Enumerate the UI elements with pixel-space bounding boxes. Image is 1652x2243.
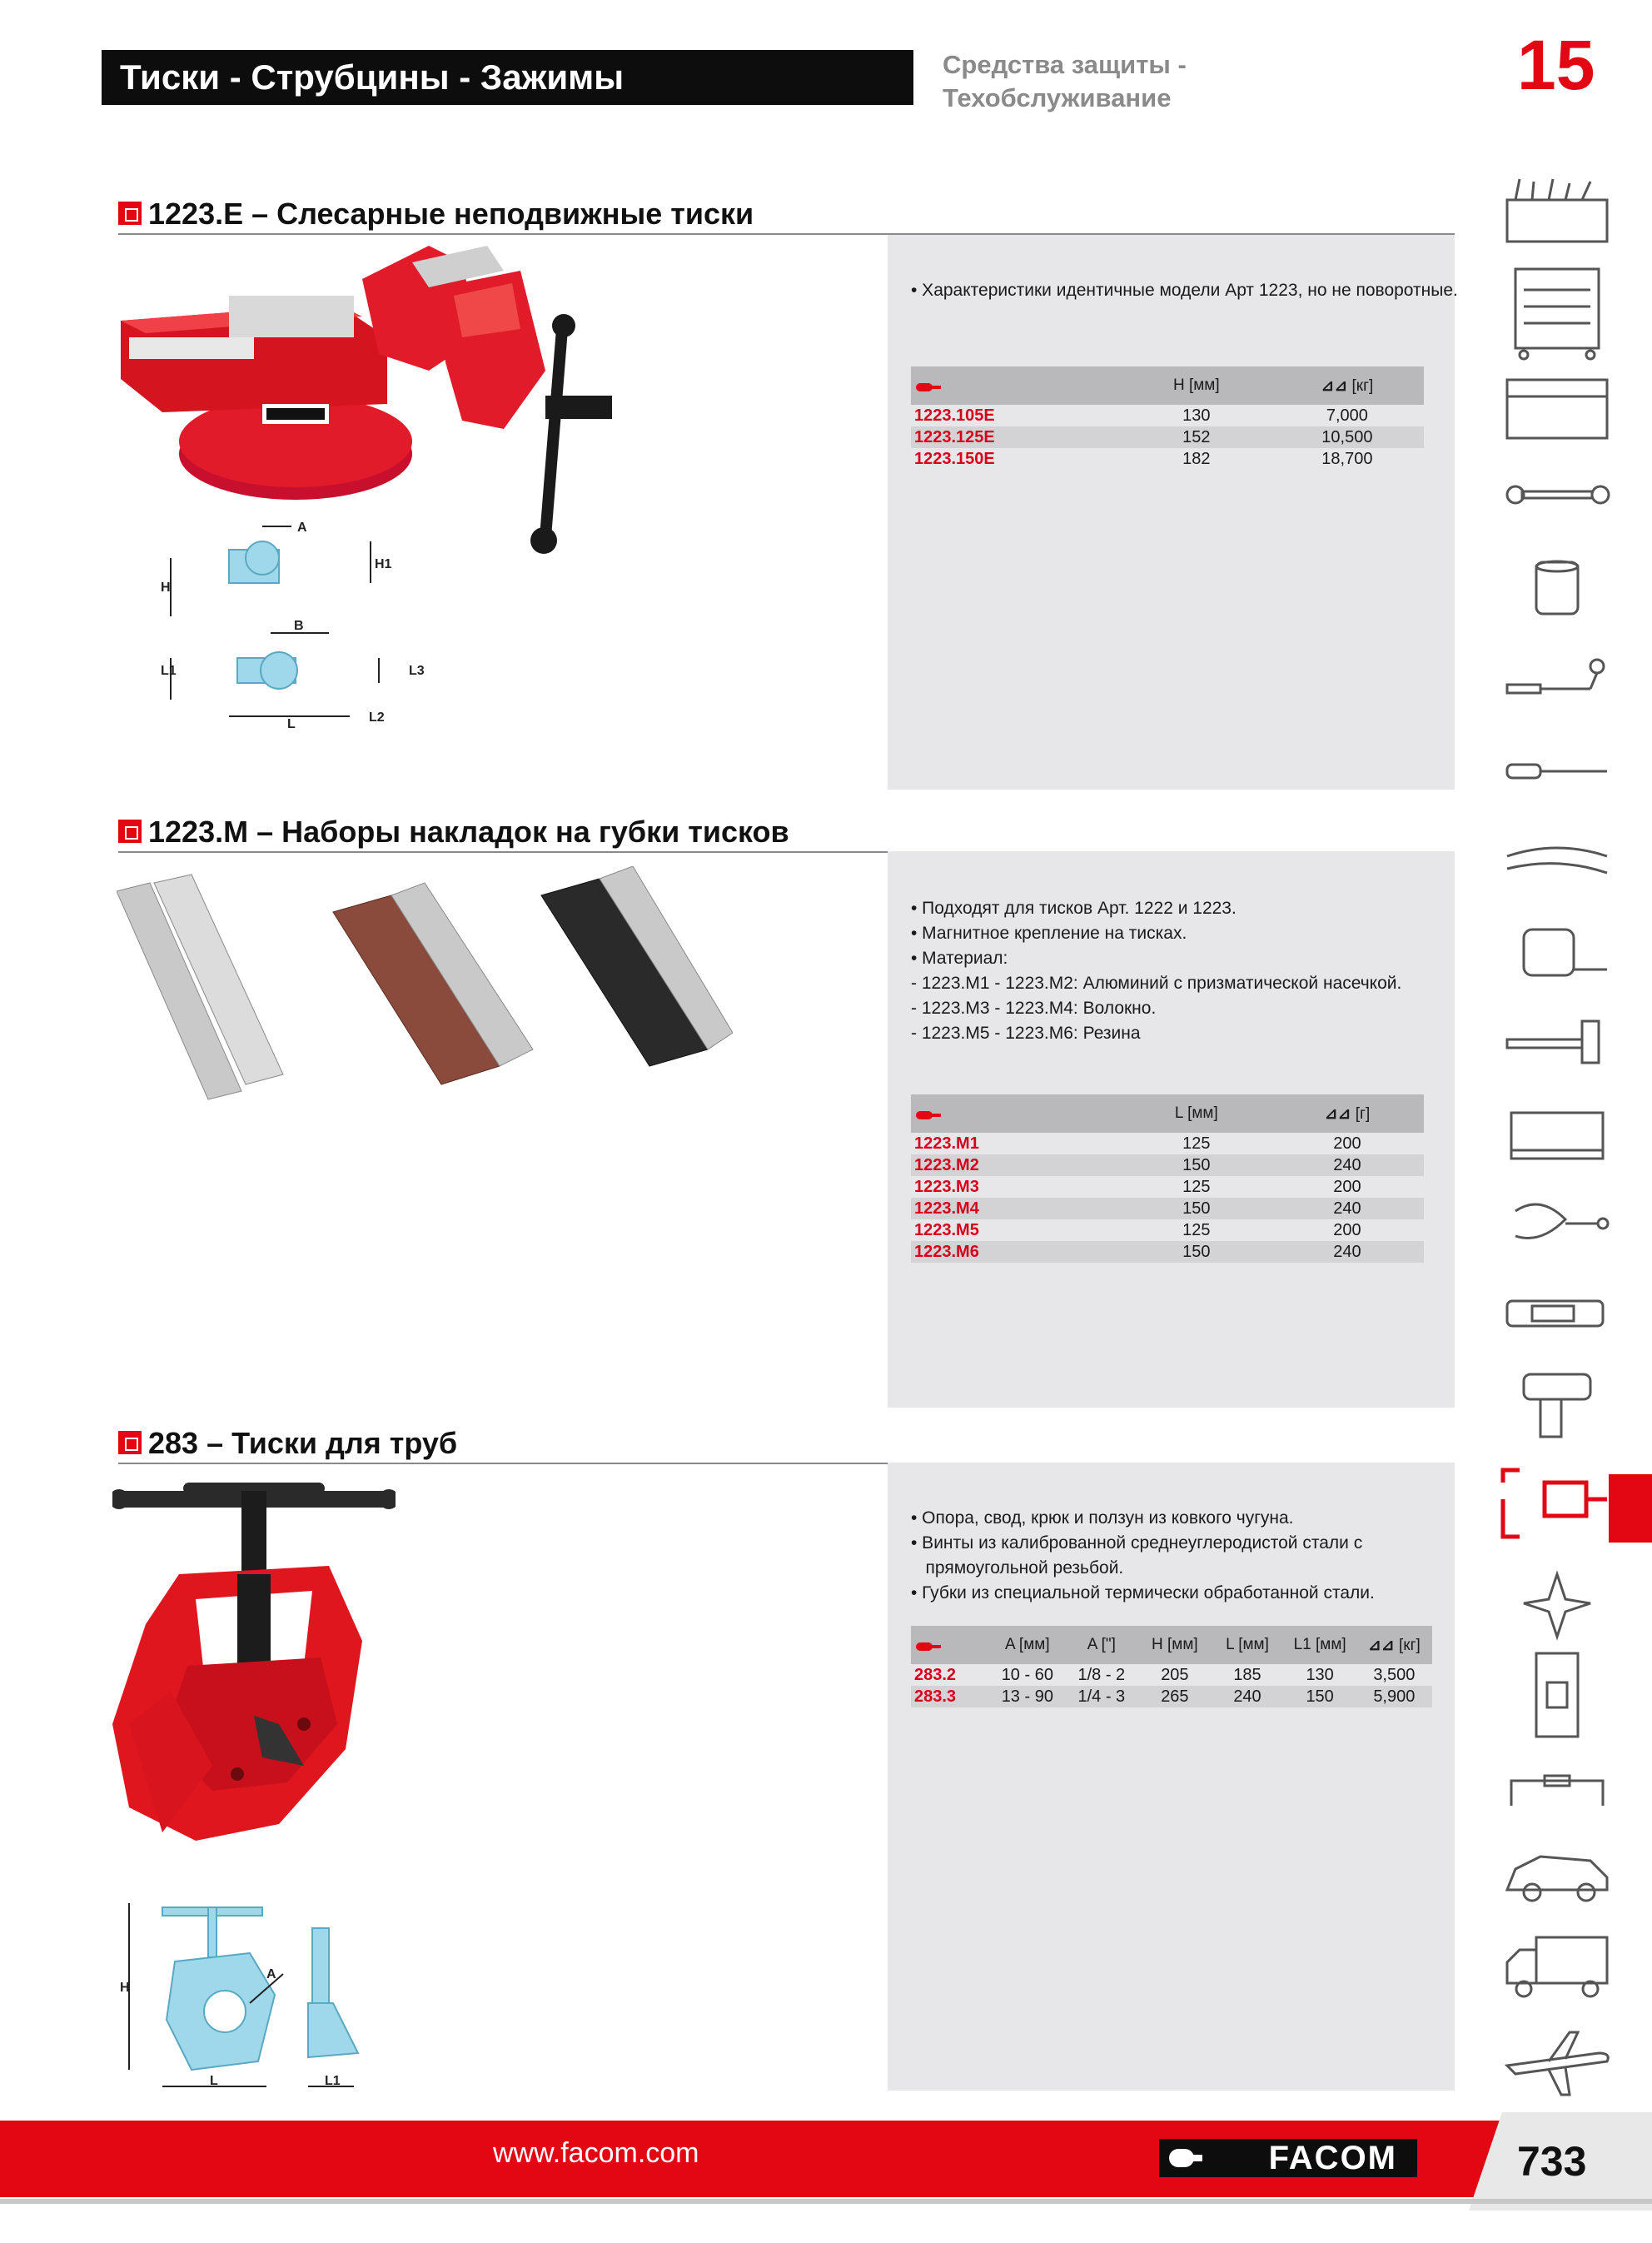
table-cell: 130 [1306, 1666, 1334, 1684]
page-number: 733 [1517, 2138, 1587, 2185]
table-cell: 240 [1271, 1154, 1424, 1176]
brand-logo [1159, 2139, 1417, 2177]
section-heading: 283 – Тиски для труб [148, 1426, 458, 1460]
dim-label-b: B [294, 619, 304, 633]
product-code: 283.2 [914, 1666, 957, 1684]
table-row [911, 405, 1424, 426]
product-code: 1223.105E [914, 406, 995, 425]
category-line-2: Техобслуживание [943, 83, 1172, 112]
website-link[interactable]: www.facom.com [493, 2137, 699, 2169]
feature-item: • Винты из калиброванной среднеуглеродистой стали с [911, 1533, 1363, 1553]
table-cell: 13 - 90 [990, 1686, 1064, 1707]
puller-icon[interactable] [1499, 1186, 1615, 1263]
dim-label-l1: L1 [161, 664, 177, 678]
product-code: 1223.M6 [911, 1241, 1122, 1263]
info-panel-1223m [888, 851, 1455, 1408]
table-cell: 185 [1233, 1666, 1261, 1684]
feature-item: - 1223.M3 - 1223.M4: Волокно. [911, 999, 1157, 1018]
dim-label-l: L [210, 2074, 218, 2088]
product-code: 1223.M4 [911, 1198, 1122, 1219]
info-panel-283 [888, 1463, 1455, 2091]
feature-item: • Губки из специальной термически обработанной стали. [911, 1583, 1375, 1602]
header-ref [911, 1626, 990, 1664]
info-panel-1223e [888, 235, 1458, 790]
chapter-number: 15 [1517, 26, 1595, 104]
table-cell: 200 [1333, 1221, 1361, 1239]
bullet-square-icon [118, 1431, 142, 1454]
feature-item: • Характеристики идентичные модели Арт 1223, но не поворотные. [911, 281, 1458, 300]
feature-list [911, 278, 1458, 303]
table-row [911, 1133, 1424, 1154]
dim-label-l3: L3 [409, 664, 425, 678]
table-cell: 10 - 60 [1001, 1666, 1053, 1684]
weight-icon: ⊿⊿ [1367, 1636, 1395, 1654]
feature-item: • Магнитное крепление на тисках. [911, 924, 1187, 943]
table-cell: 240 [1271, 1241, 1424, 1263]
feature-item: - 1223.M1 - 1223.M2: Алюминий с призматической насечкой. [911, 974, 1402, 993]
truck-icon[interactable] [1499, 1929, 1615, 2006]
tool-cabinet-icon[interactable] [1499, 265, 1615, 361]
jaw-pads-image [117, 866, 733, 1108]
hacksaw-icon[interactable] [1499, 1096, 1615, 1173]
col-header: H [мм] [1122, 366, 1271, 405]
pliers-icon[interactable] [1499, 823, 1615, 900]
table-cell: 10,500 [1271, 426, 1424, 448]
bullet-square-icon [118, 202, 142, 225]
impact-wrench-icon[interactable] [1499, 1366, 1615, 1443]
table-row [911, 1176, 1424, 1198]
hammer-icon[interactable] [1499, 1004, 1615, 1081]
col-header-weight-label: [кг] [1351, 376, 1374, 395]
table-row [911, 1219, 1424, 1241]
combination-wrench-icon[interactable] [1499, 456, 1615, 533]
product-code: 283.3 [911, 1686, 990, 1707]
tape-measure-icon[interactable] [1499, 913, 1615, 989]
car-icon[interactable] [1499, 1836, 1615, 1912]
product-code: 1223.M1 [914, 1134, 979, 1153]
table-cell: 130 [1182, 406, 1211, 425]
product-code: 1223.M5 [914, 1221, 979, 1239]
table-row [911, 1198, 1424, 1219]
header-ref [911, 366, 1122, 405]
dim-label-l: L [287, 717, 296, 731]
col-header: L [мм] [1211, 1626, 1283, 1664]
spec-table-1223m [911, 1094, 1424, 1263]
table-cell: 200 [1333, 1134, 1361, 1153]
feature-item: - 1223.M5 - 1223.M6: Резина [911, 1024, 1141, 1043]
table-cell: 5,900 [1356, 1686, 1432, 1707]
col-header: L [мм] [1122, 1094, 1271, 1133]
section-title-283 [118, 1426, 1455, 1464]
pipe-vise-image [112, 1474, 396, 1857]
col-header-weight-label: [г] [1355, 1104, 1371, 1123]
table-cell: 150 [1122, 1154, 1271, 1176]
weight-icon: ⊿⊿ [1324, 1104, 1351, 1123]
table-cell: 125 [1182, 1178, 1211, 1196]
header-ref [911, 1094, 1122, 1133]
product-code: 1223.M2 [911, 1154, 1122, 1176]
vise-icon[interactable] [1499, 1466, 1615, 1543]
dim-label-h: H [161, 581, 171, 595]
table-cell: 265 [1138, 1686, 1211, 1707]
screwdriver-icon[interactable] [1499, 733, 1615, 810]
feature-item: • Подходят для тисков Арт. 1222 и 1223. [911, 899, 1237, 918]
page-title: Тиски - Струбцины - Зажимы [102, 50, 913, 105]
section-title-1223m [118, 815, 1455, 853]
col-header: H [мм] [1138, 1626, 1211, 1664]
safety-icon[interactable] [1499, 1566, 1615, 1642]
table-cell: 7,000 [1326, 406, 1368, 425]
dim-label-a: A [297, 521, 307, 535]
feature-item: • Материал: [911, 949, 1008, 968]
col-header: A ["] [1064, 1626, 1138, 1664]
section-heading: 1223.M – Наборы накладок на губки тисков [148, 815, 789, 849]
tester-icon[interactable] [1499, 1276, 1615, 1353]
table-row [911, 1686, 1432, 1707]
table-cell: 18,700 [1321, 450, 1373, 468]
reference-icon [916, 1639, 941, 1651]
circuit-breaker-icon[interactable] [1499, 1649, 1615, 1741]
table-cell: 125 [1182, 1134, 1211, 1153]
active-chapter-tab [1609, 1474, 1652, 1543]
section-title-1223e [118, 197, 1455, 235]
table-cell: 152 [1122, 426, 1271, 448]
product-code: 1223.M3 [914, 1178, 979, 1196]
airplane-icon[interactable] [1499, 2024, 1615, 2101]
dim-label-h: H [120, 1981, 130, 1995]
section-heading: 1223.E – Слесарные неподвижные тиски [148, 197, 754, 231]
table-row [911, 1241, 1424, 1263]
table-row [911, 448, 1424, 470]
table-cell: 205 [1161, 1666, 1189, 1684]
table-row [911, 426, 1424, 448]
category-line-1: Средства защиты - [943, 50, 1187, 79]
reference-icon [916, 380, 941, 391]
table-cell: 1/8 - 2 [1077, 1666, 1126, 1684]
handle-icon[interactable] [1499, 1747, 1615, 1824]
spec-table-1223e [911, 366, 1424, 470]
socket-icon[interactable] [1499, 550, 1615, 626]
col-header-weight [1271, 366, 1424, 405]
dim-label-a: A [266, 1967, 276, 1981]
feature-list [911, 896, 1401, 1046]
reference-icon [916, 1108, 941, 1119]
pipe-vise-dimension-drawing [117, 1895, 400, 2095]
product-code: 1223.125E [911, 426, 1122, 448]
table-row [911, 1154, 1424, 1176]
table-cell: 240 [1211, 1686, 1283, 1707]
weight-icon: ⊿⊿ [1321, 376, 1348, 395]
footer-divider [0, 2199, 1652, 2204]
table-cell: 182 [1182, 450, 1211, 468]
col-header-weight-label: [кг] [1399, 1636, 1421, 1654]
table-row [911, 1664, 1432, 1686]
dim-label-l1: L1 [325, 2074, 341, 2088]
tool-box-icon[interactable] [1499, 175, 1615, 252]
table-cell: 1/4 - 3 [1064, 1686, 1138, 1707]
product-code: 1223.150E [914, 450, 995, 468]
feature-list [911, 1506, 1375, 1606]
vise-dimension-drawing [154, 516, 437, 733]
dim-label-l2: L2 [369, 710, 385, 725]
table-cell: 150 [1284, 1686, 1356, 1707]
ratchet-handle-icon[interactable] [1499, 641, 1615, 718]
section-category [943, 48, 1187, 115]
table-cell: 150 [1122, 1198, 1271, 1219]
feature-item: • Опора, свод, крюк и ползун из ковкого чугуна. [911, 1508, 1294, 1528]
logo-mark-icon [1169, 2146, 1202, 2171]
brand-name: FACOM [1268, 2140, 1397, 2176]
col-header-weight [1356, 1626, 1432, 1664]
dim-label-h1: H1 [375, 557, 392, 571]
tool-case-icon[interactable] [1499, 371, 1615, 448]
table-cell: 3,500 [1373, 1666, 1416, 1684]
col-header: A [мм] [990, 1626, 1064, 1664]
table-cell: 200 [1333, 1178, 1361, 1196]
table-cell: 240 [1271, 1198, 1424, 1219]
bullet-square-icon [118, 820, 142, 843]
spec-table-283 [911, 1626, 1432, 1707]
col-header: L1 [мм] [1284, 1626, 1356, 1664]
table-cell: 150 [1122, 1241, 1271, 1263]
col-header-weight [1271, 1094, 1424, 1133]
feature-item: прямоугольной резьбой. [911, 1558, 1124, 1578]
table-cell: 125 [1182, 1221, 1211, 1239]
